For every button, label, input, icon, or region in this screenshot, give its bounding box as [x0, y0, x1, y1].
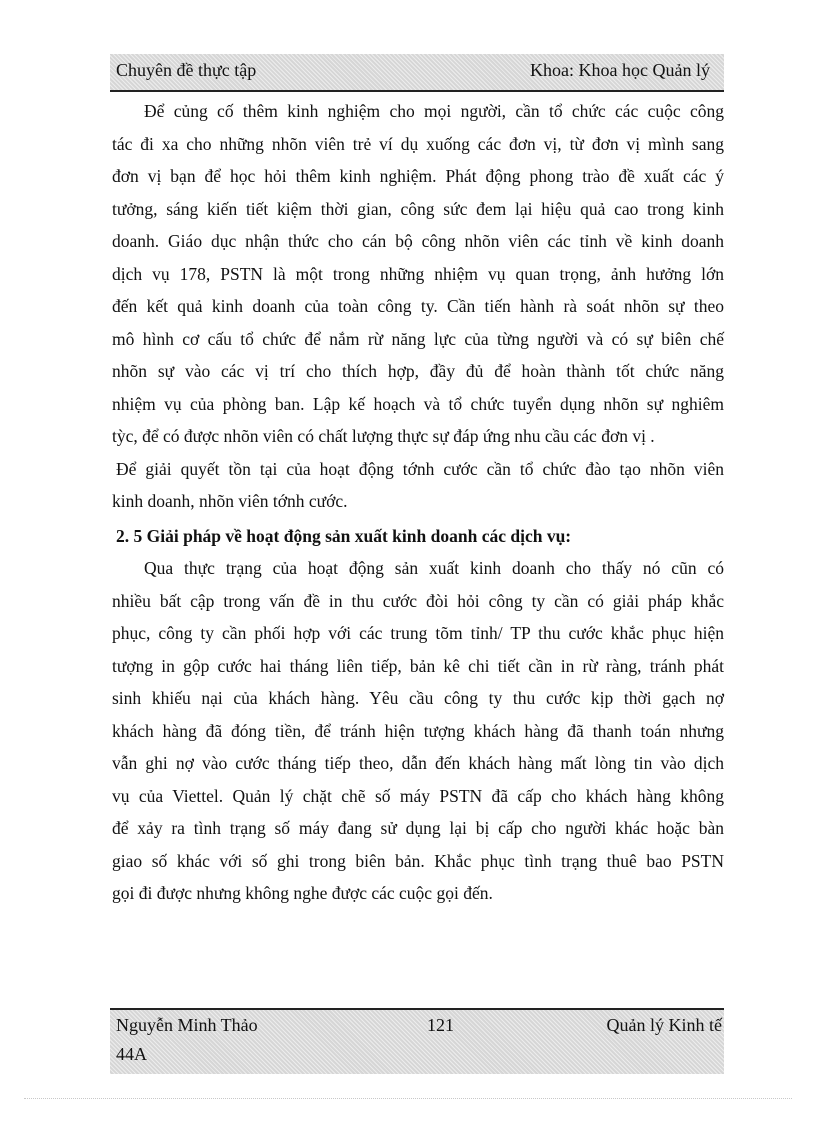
body-line: sinh khiếu nại của khách hàng. Yêu cầu công ty thu cước kịp thời gạch nợ: [112, 688, 724, 708]
body-line: khách hàng đã đóng tiền, để tránh hiện tượng khách hàng đã thanh toán nhưng: [112, 720, 724, 741]
body-line: tưởng, sáng kiến tiết kiệm thời gian, công sức đem lại hiệu quả cao trong kinh: [112, 198, 724, 219]
footer-department: Quản lý Kinh tế: [606, 1015, 722, 1035]
footer-author: Nguyễn Minh Thảo: [116, 1015, 258, 1035]
body-line: đơn vị bạn để học hỏi thêm kinh nghiệm. Phát động phong trào đề xuất các ý: [112, 166, 724, 186]
header-faculty: Khoa: Khoa học Quản lý: [530, 60, 710, 80]
body-line: phục, công ty cần phối hợp với các trung tõm tỉnh/ TP thu cước khắc phục hiện: [112, 623, 724, 643]
body-line: vẫn ghi nợ vào cước tháng tiếp theo, dẫn đến khách hàng mất lòng tin vào dịch: [112, 753, 724, 773]
body-line: vụ của Viettel. Quản lý chặt chẽ số máy PSTN đã cấp cho khách hàng không: [112, 785, 724, 806]
body-line: tượng in gộp cước hai tháng liên tiếp, bản kê chi tiết cần in rừ ràng, tránh phát: [112, 655, 724, 676]
header-course-title: Chuyên đề thực tập: [116, 60, 257, 80]
body-line: nhiều bất cập trong vấn đề in thu cước đòi hỏi công ty cần có giải pháp khắc: [112, 590, 724, 611]
section-heading: 2. 5 Giải pháp về hoạt động sản xuất kinh doanh các dịch vụ:: [116, 525, 572, 546]
body-line: nhiệm vụ của phòng ban. Lập kế hoạch và tổ chức tuyển dụng nhõn sự nghiêm: [112, 393, 724, 414]
document-body: [112, 95, 724, 910]
body-line: doanh. Giáo dục nhận thức cho cán bộ công nhõn viên các tỉnh về kinh doanh: [112, 231, 724, 251]
body-line: tác đi xa cho những nhõn viên trẻ ví dụ xuống các đơn vị, từ đơn vị mình sang: [112, 133, 724, 154]
body-line: mô hình cơ cấu tổ chức để nắm rừ năng lực của từng người và có sự biên chế: [112, 328, 724, 349]
page-header: [110, 54, 724, 92]
page-number: 121: [427, 1015, 454, 1035]
bottom-dotted-rule: [24, 1098, 792, 1099]
page-footer: [110, 1008, 724, 1074]
body-line: tỳc, để có được nhõn viên có chất lượng thực sự đáp ứng nhu cầu các đơn vị .: [112, 426, 655, 446]
body-line: để xảy ra tình trạng số máy đang sử dụng lại bị cấp cho người khác hoặc bàn: [112, 818, 724, 838]
body-line: Qua thực trạng của hoạt động sản xuất kinh doanh cho thấy nó cũn có: [144, 558, 724, 578]
body-line: dịch vụ 178, PSTN là một trong những nhiệm vụ quan trọng, ảnh hưởng lớn: [112, 263, 724, 284]
footer-class: 44A: [116, 1044, 147, 1064]
body-line: Để giải quyết tồn tại của hoạt động tớnh cước cần tổ chức đào tạo nhõn viên: [116, 458, 724, 479]
body-line: nhõn sự vào các vị trí cho thích hợp, đầy đủ để hoàn thành tốt chức năng: [112, 361, 724, 381]
body-line: gọi đi được nhưng không nghe được các cuộc gọi đến.: [112, 883, 493, 903]
body-line: kinh doanh, nhõn viên tớnh cước.: [112, 491, 348, 511]
body-line: giao số khác với số ghi trong biên bản. Khắc phục tình trạng thuê bao PSTN: [112, 850, 724, 871]
body-line: đến kết quả kinh doanh của toàn công ty. Cần tiến hành rà soát nhõn sự theo: [112, 296, 724, 316]
body-line: Để củng cố thêm kinh nghiệm cho mọi người, cần tổ chức các cuộc công: [144, 101, 724, 121]
